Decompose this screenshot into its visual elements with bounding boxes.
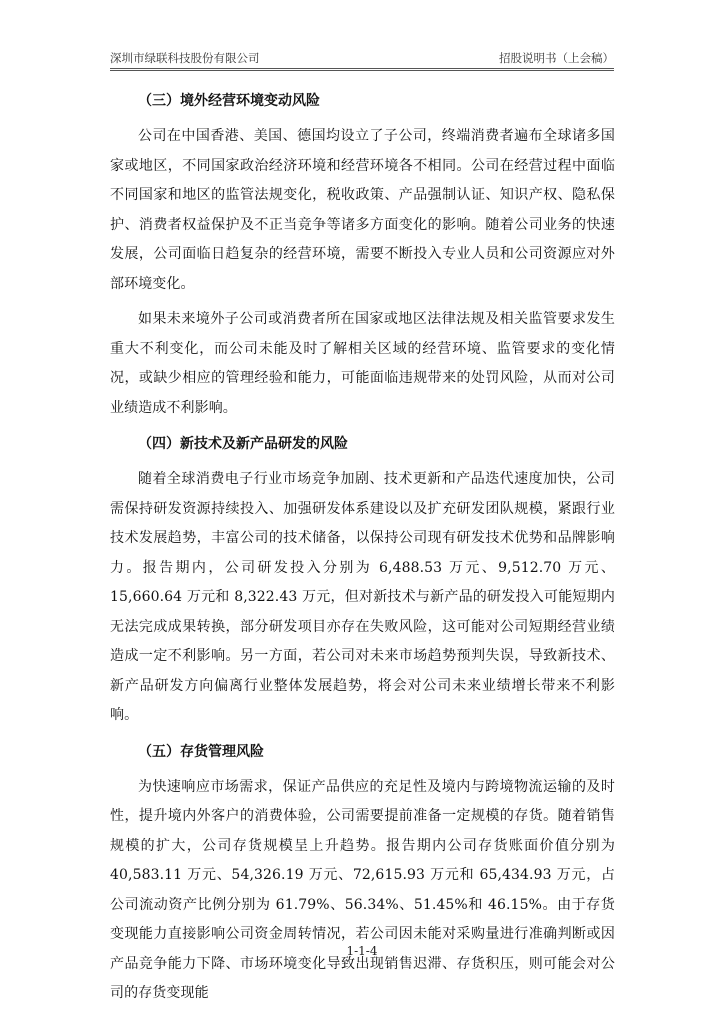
paragraph: 公司在中国香港、美国、德国均设立了子公司，终端消费者遍布全球诸多国家或地区，不同国家政治经济环境和经营环境各不相同。公司在经营过程中面临不同国家和地区的监管法规变化，税收政策、产品强制认证、知识产权、隐私保护、消费者权益保护及不正当竞争等诸多方面变化的影响。随着公司业务的快速发展，公司面临日趋复杂的经营环境，需要不断投入专业人员和公司资源应对外部环境变化。 [110, 128, 615, 292]
header-company-name: 深圳市绿联科技股份有限公司 [110, 51, 260, 65]
section-heading: （五）存货管理风险 [138, 743, 264, 760]
paragraph: 为快速响应市场需求，保证产品供应的充足性及境内与跨境物流运输的及时性，提升境内外客户的消费体验，公司需要提前准备一定规模的存货。随着销售规模的扩大，公司存货规模呈上升趋势。报告期内公司存货账面价值分别为 40,583.11 万元、54,326.19 万元、72,615.93 万元和 65,434.93 万元，占公司流动资产比例分别为 61.79%、56.34%、51.45%和 46.15%。由于存货变现能力直接影响公司资金周转情况，若公司因未能对采购量进行准确判断或因产品竞争能力下降、市场环境变化导致出现销售迟滞、存货积压，则可能会对公司的存货变现能 [110, 778, 615, 1001]
paragraph: 如果未来境外子公司或消费者所在国家或地区法律法规及相关监管要求发生重大不利变化，而公司未能及时了解相关区域的经营环境、监管要求的变化情况，或缺少相应的管理经验和能力，可能面临违规带来的处罚风险，从而对公司业绩造成不利影响。 [110, 311, 615, 416]
section-rd-risk [110, 429, 615, 731]
section-overseas-environment-risk [110, 86, 615, 423]
page-number: 1-1-4 [346, 944, 378, 958]
section-heading: （三）境外经营环境变动风险 [138, 93, 320, 109]
page-header [110, 50, 614, 68]
section-inventory-risk [110, 737, 615, 1009]
paragraph: 随着全球消费电子行业市场竞争加剧、技术更新和产品迭代速度加快，公司需保持研发资源持续投入、加强研发体系建设以及扩充研发团队规模，紧跟行业技术发展趋势，丰富公司的技术储备，以保持公司现有研发技术优势和品牌影响力。报告期内，公司研发投入分别为 6,488.53 万元、9,512.70 万元、15,660.64 万元和 8,322.43 万元，但对新技术与新产品的研发投入可能短期内无法完成成果转换，部分研发项目亦存在失败风险，这可能对公司短期经营业绩造成一定不利影响。另一方面，若公司对未来市场趋势预判失误，导致新技术、新产品研发方向偏离行业整体发展趋势，将会对公司未来业绩增长带来不利影响。 [110, 471, 615, 723]
header-document-title: 招股说明书（上会稿） [499, 51, 614, 65]
header-divider [110, 68, 614, 71]
section-heading: （四）新技术及新产品研发的风险 [138, 436, 348, 452]
document-body [110, 84, 615, 1015]
